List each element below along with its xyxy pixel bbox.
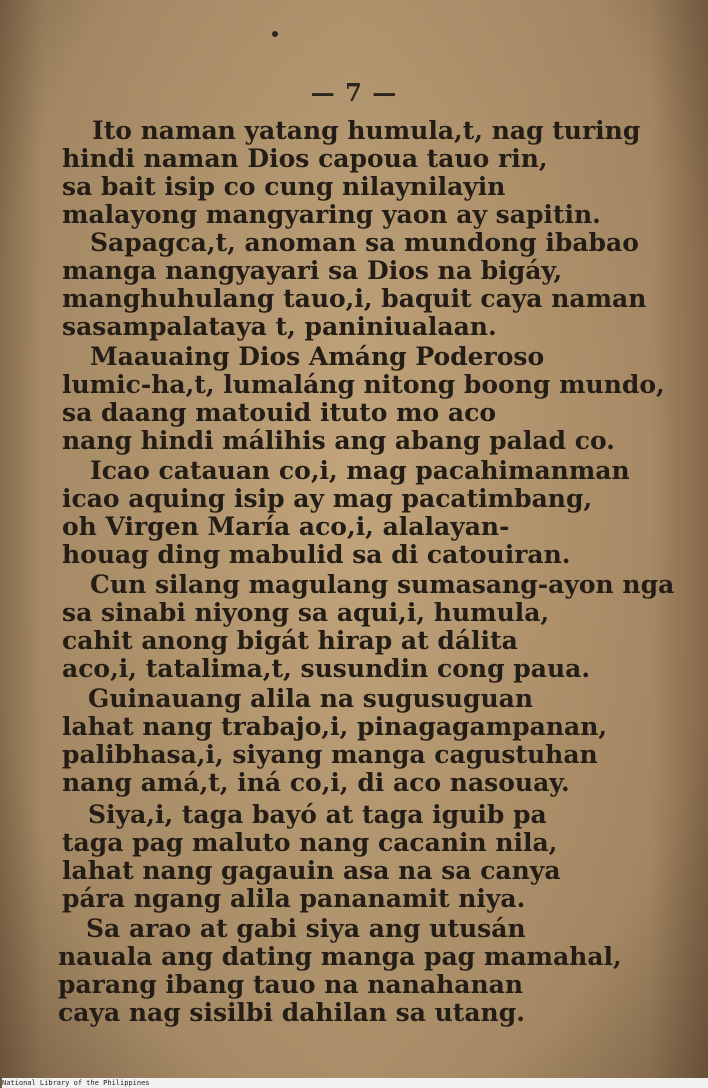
text-line: Guinauang alila na sugusuguan [88, 684, 533, 713]
text-line: sa daang matouid ituto mo aco [62, 398, 497, 427]
text-line: parang ibang tauo na nanahanan [58, 970, 524, 999]
text-line: manga nangyayari sa Dios na bigáy, [62, 256, 563, 285]
text-line: lumic-ha,t, lumaláng nitong boong mundo, [62, 370, 665, 399]
text-line: sa sinabi niyong sa aqui,i, humula, [62, 598, 550, 627]
text-line: palibhasa,i, siyang manga cagustuhan [62, 740, 598, 769]
text-line: pára ngang alila pananamit niya. [62, 884, 526, 913]
text-line: lahat nang trabajo,i, pinagagampanan, [62, 712, 608, 741]
text-line: houag ding mabulid sa di catouiran. [62, 540, 571, 569]
text-line: Sa arao at gabi siya ang utusán [86, 914, 526, 943]
text-line: sasampalataya t, paniniualaan. [62, 312, 497, 341]
text-line: oh Virgen María aco,i, alalayan- [62, 512, 510, 541]
text-line: Sapagca,t, anoman sa mundong ibabao [90, 228, 639, 257]
text-line: aco,i, tatalima,t, susundin cong paua. [62, 654, 591, 683]
text-line: taga pag maluto nang cacanin nila, [62, 828, 558, 857]
text-line: cahit anong bigát hirap at dálita [62, 626, 518, 655]
text-line: icao aquing isip ay mag pacatimbang, [62, 484, 593, 513]
text-line: malayong mangyaring yaon ay sapitin. [62, 200, 601, 229]
text-line: nauala ang dating manga pag mamahal, [58, 942, 622, 971]
footer-credit: National Library of the Philippines [2, 1079, 150, 1087]
text-line: Maauaing Dios Amáng Poderoso [90, 342, 545, 371]
text-line: Icao catauan co,i, mag pacahimanman [90, 456, 630, 485]
text-line: hindi naman Dios capoua tauo rin, [62, 144, 548, 173]
text-line: lahat nang gagauin asa na sa canya [62, 856, 561, 885]
text-line: nang amá,t, iná co,i, di aco nasouay. [62, 768, 570, 797]
text-line: manghuhulang tauo,i, baquit caya naman [62, 284, 647, 313]
text-line: nang hindi málihis ang abang palad co. [62, 426, 615, 455]
text-line: Ito naman yatang humula,t, nag turing [92, 116, 641, 145]
ink-dot [272, 31, 278, 37]
text-line: Cun silang magulang sumasang-ayon nga [90, 570, 675, 599]
text-line: sa bait isip co cung nilaynilayin [62, 172, 506, 201]
page-number: — 7 — [310, 78, 398, 107]
text-line: caya nag sisilbi dahilan sa utang. [58, 998, 525, 1027]
footer-bar [2, 1078, 708, 1088]
text-line: Siya,i, taga bayó at taga iguib pa [88, 800, 547, 829]
